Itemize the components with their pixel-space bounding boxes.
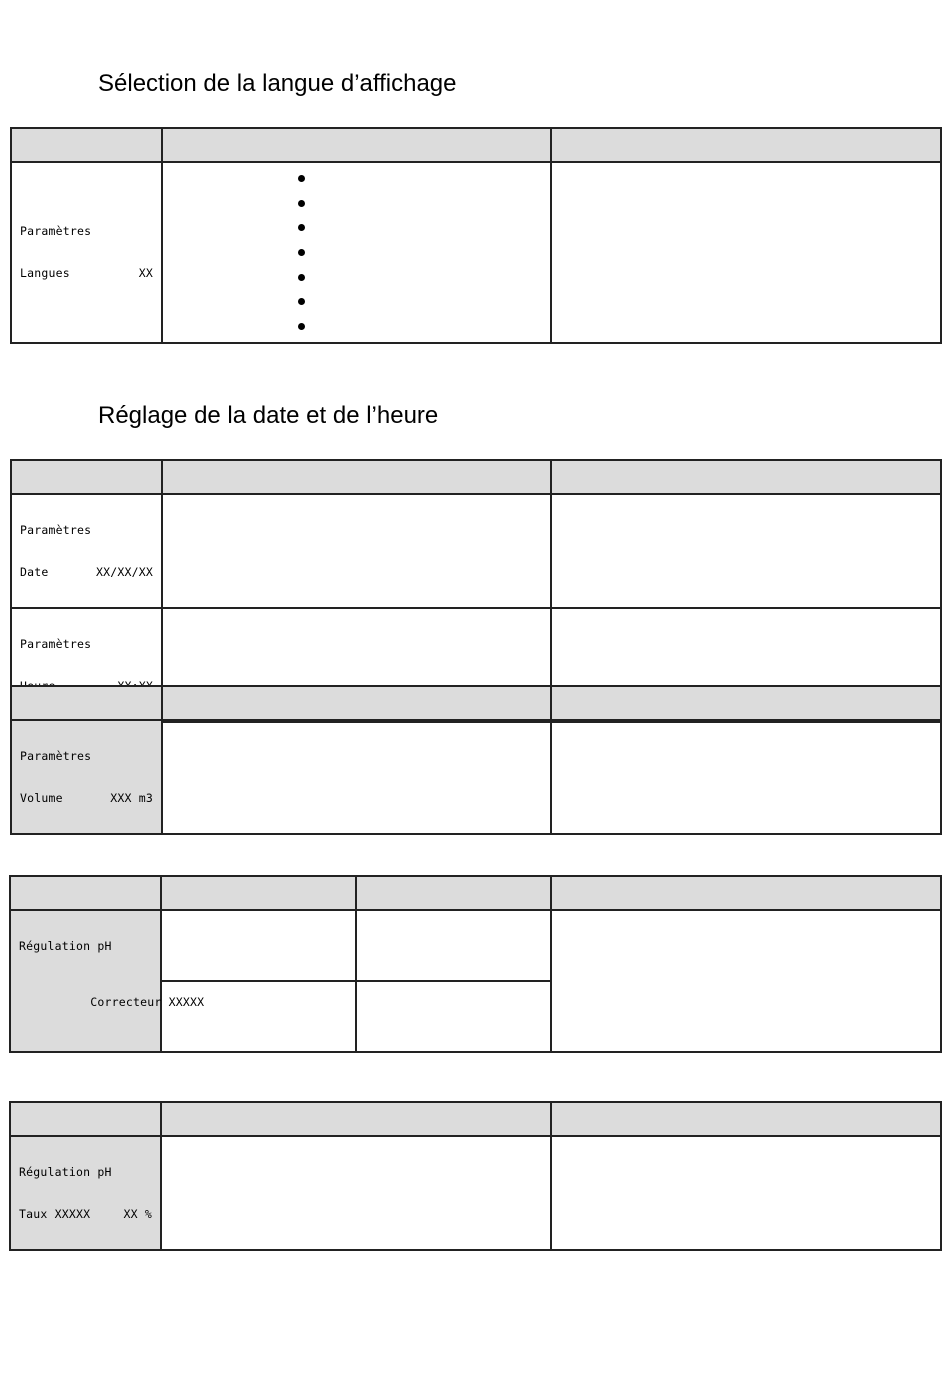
lcd-line: Régulation pH [19, 1165, 112, 1179]
header-cell-description [551, 686, 941, 720]
language-section-title: Sélection de la langue d’affichage [98, 70, 457, 97]
table-header-row [11, 460, 941, 494]
date-description-cell [551, 494, 941, 608]
header-cell-option-b [356, 876, 551, 910]
header-cell-description [551, 128, 941, 162]
volume-table [10, 685, 942, 835]
table-row [11, 162, 941, 343]
correcteur-option-cell [161, 981, 356, 1052]
lcd-display-ph-correcteur [10, 910, 205, 1052]
correcteur-option-cell [356, 981, 551, 1052]
lcd-display-ph-taux [10, 1136, 161, 1250]
correcteur-description-cell [551, 910, 941, 1052]
table-header-row [11, 686, 941, 720]
lcd-value: XX [138, 266, 153, 281]
header-cell-options [162, 460, 551, 494]
correcteur-option-cell [356, 910, 551, 981]
lcd-display-date [11, 494, 162, 608]
header-cell-description [551, 1102, 941, 1136]
lcd-label: Volume [20, 791, 63, 805]
lcd-value: XX/XX/XX [96, 565, 153, 579]
lcd-value: XX % [123, 1207, 152, 1221]
lcd-line: Régulation pH [19, 939, 112, 953]
lcd-value: XXXXX [168, 995, 205, 1009]
lcd-value: XXX m3 [110, 791, 153, 805]
header-cell-display [11, 128, 162, 162]
header-cell-display [11, 686, 162, 720]
lcd-line: Paramètres [20, 637, 92, 651]
header-cell-display [10, 876, 161, 910]
list-item [163, 243, 550, 268]
lcd-label: Date [20, 565, 49, 579]
language-options-cell [162, 162, 551, 343]
list-item [163, 268, 550, 293]
ph-correcteur-table [9, 875, 942, 1053]
table-row [10, 910, 941, 981]
lcd-display-languages [11, 162, 162, 343]
table-header-row [11, 128, 941, 162]
list-item [163, 317, 550, 342]
header-cell-description [551, 460, 941, 494]
datetime-table [10, 459, 942, 723]
language-bullet-list [163, 163, 550, 342]
datetime-section-title: Réglage de la date et de l’heure [98, 402, 439, 429]
header-cell-display [11, 460, 162, 494]
correcteur-option-cell [161, 910, 356, 981]
lcd-line: Paramètres [20, 749, 92, 763]
table-row [11, 494, 941, 608]
header-cell-display [10, 1102, 161, 1136]
volume-options-cell [162, 720, 551, 834]
table-row [10, 1136, 941, 1250]
ph-taux-table [9, 1101, 942, 1251]
table-header-row [10, 876, 941, 910]
language-table [10, 127, 942, 344]
taux-description-cell [551, 1136, 941, 1250]
header-cell-options [161, 1102, 551, 1136]
header-cell-options [162, 686, 551, 720]
taux-options-cell [161, 1136, 551, 1250]
list-item [163, 218, 550, 243]
table-header-row [10, 1102, 941, 1136]
language-description-cell [551, 162, 941, 343]
table-row [11, 720, 941, 834]
list-item [163, 169, 550, 194]
header-cell-description [551, 876, 941, 910]
lcd-label: Langues [20, 266, 70, 281]
lcd-label: Taux XXXXX [19, 1207, 91, 1221]
list-item [163, 292, 550, 317]
header-cell-options [162, 128, 551, 162]
volume-description-cell [551, 720, 941, 834]
date-options-cell [162, 494, 551, 608]
list-item [163, 194, 550, 219]
lcd-display-volume [11, 720, 162, 834]
lcd-label: Correcteur [90, 995, 162, 1009]
lcd-line: Paramètres [20, 224, 92, 239]
header-cell-option-a [161, 876, 356, 910]
lcd-line: Paramètres [20, 523, 92, 537]
